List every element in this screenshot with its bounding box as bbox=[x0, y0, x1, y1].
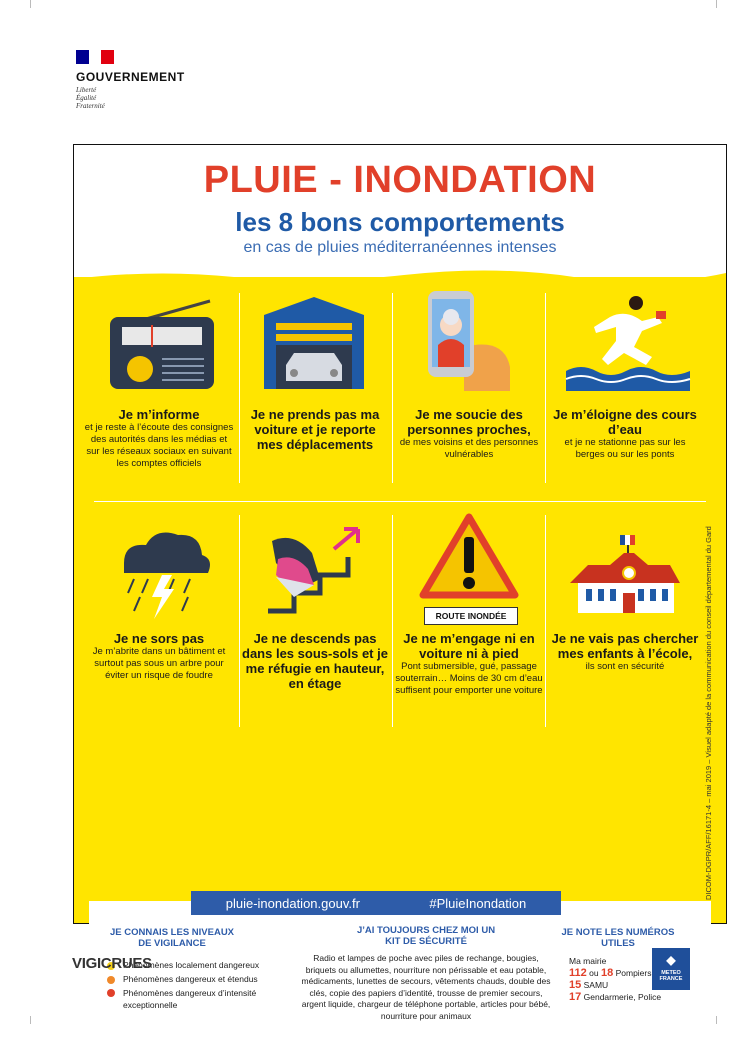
website-link[interactable]: pluie-inondation.gouv.fr bbox=[225, 895, 360, 911]
tip-neighbours: Je me soucie des personnes proches, de mes voisins et des personnes vulnérables bbox=[399, 407, 539, 460]
phone-call-icon bbox=[424, 287, 514, 397]
tip-stay-inside: Je ne sors pas Je m’abrite dans un bâtiment et surtout pas sous un arbre pour éviter un risque de foudre bbox=[92, 631, 226, 681]
running-person-icon bbox=[566, 295, 690, 391]
tip-inform: Je m’informe et je reste à l’écoute des consignes des autorités dans les médias et sur les réseaux sociaux en suivant les comptes officiels bbox=[84, 407, 234, 469]
crop-mark bbox=[716, 1016, 717, 1024]
meteo-france-logo: ◆ METEO FRANCE bbox=[652, 948, 690, 990]
radio-icon bbox=[106, 295, 216, 391]
climbing-stairs-icon bbox=[264, 523, 374, 623]
garage-car-icon bbox=[262, 295, 366, 391]
vigilance-section: JE CONNAIS LES NIVEAUX DE VIGILANCE Phénomènes localement dangereux Phénomènes dangereux et étendus Phénomènes dangereux d’intensité exceptionnelle bbox=[107, 927, 287, 1011]
storm-cloud-icon bbox=[104, 523, 214, 623]
tip-no-car: Je ne prends pas ma voiture et je reporte mes déplacements bbox=[250, 407, 380, 452]
wave-edge bbox=[74, 269, 726, 283]
french-flag-icon bbox=[76, 50, 114, 64]
tip-go-upstairs: Je ne descends pas dans les sous-sols et je me réfugie en hauteur, en étage bbox=[242, 631, 388, 691]
tip-children-school: Je ne vais pas chercher mes enfants à l’école, ils sont en sécurité bbox=[551, 631, 699, 672]
poster-subtitle: les 8 bons comportements bbox=[235, 207, 565, 237]
poster-tagline: en cas de pluies méditerranéennes intenses bbox=[243, 239, 557, 256]
info-box bbox=[89, 901, 711, 1041]
crop-mark bbox=[30, 0, 31, 8]
government-motto: Liberté Égalité Fraternité bbox=[76, 86, 105, 110]
numbers-section: JE NOTE LES NUMÉROS UTILES Ma mairie 112 ou 18 Pompiers 15 SAMU 17 Gendarmerie, Police bbox=[561, 927, 675, 1003]
red-dot-icon bbox=[107, 989, 115, 997]
tip-away-from-water: Je m’éloigne des cours d’eau et je ne stationne pas sur les berges ou sur les ponts bbox=[553, 407, 697, 460]
meteo-emblem-icon: ◆ bbox=[666, 953, 676, 967]
poster-title: PLUIE - INONDATION bbox=[203, 159, 597, 201]
warning-triangle-icon bbox=[419, 513, 519, 601]
route-inondee-sign: ROUTE INONDÉE bbox=[424, 607, 518, 625]
school-icon bbox=[568, 531, 680, 613]
vigicrues-logo: VIGICRUES bbox=[72, 955, 152, 972]
hashtag-link[interactable]: #PluieInondation bbox=[429, 895, 527, 911]
kit-section: J’AI TOUJOURS CHEZ MOI UN KIT DE SÉCURITÉ Radio et lampes de poche avec piles de rechange, bougies, briquets ou allumettes, nourriture non périssable et eau potable, médicaments, lunettes de secours, vêtements chauds, double des clés, copie des papiers d’identité, trousse de premier secours, argent liquide, chargeur de téléphone portable, articles pour bébé, nourriture pour animaux bbox=[301, 925, 551, 1021]
crop-mark bbox=[716, 0, 717, 8]
orange-dot-icon bbox=[107, 976, 115, 984]
government-logo bbox=[76, 50, 185, 110]
links-bar bbox=[191, 891, 561, 915]
government-name: GOUVERNEMENT bbox=[76, 70, 185, 84]
crop-mark bbox=[30, 1016, 31, 1024]
tip-do-not-cross: Je ne m’engage ni en voiture ni à pied Pont submersible, gué, passage souterrain… Moins de 30 cm d’eau suffisent pour emporter une voiture bbox=[395, 631, 543, 696]
